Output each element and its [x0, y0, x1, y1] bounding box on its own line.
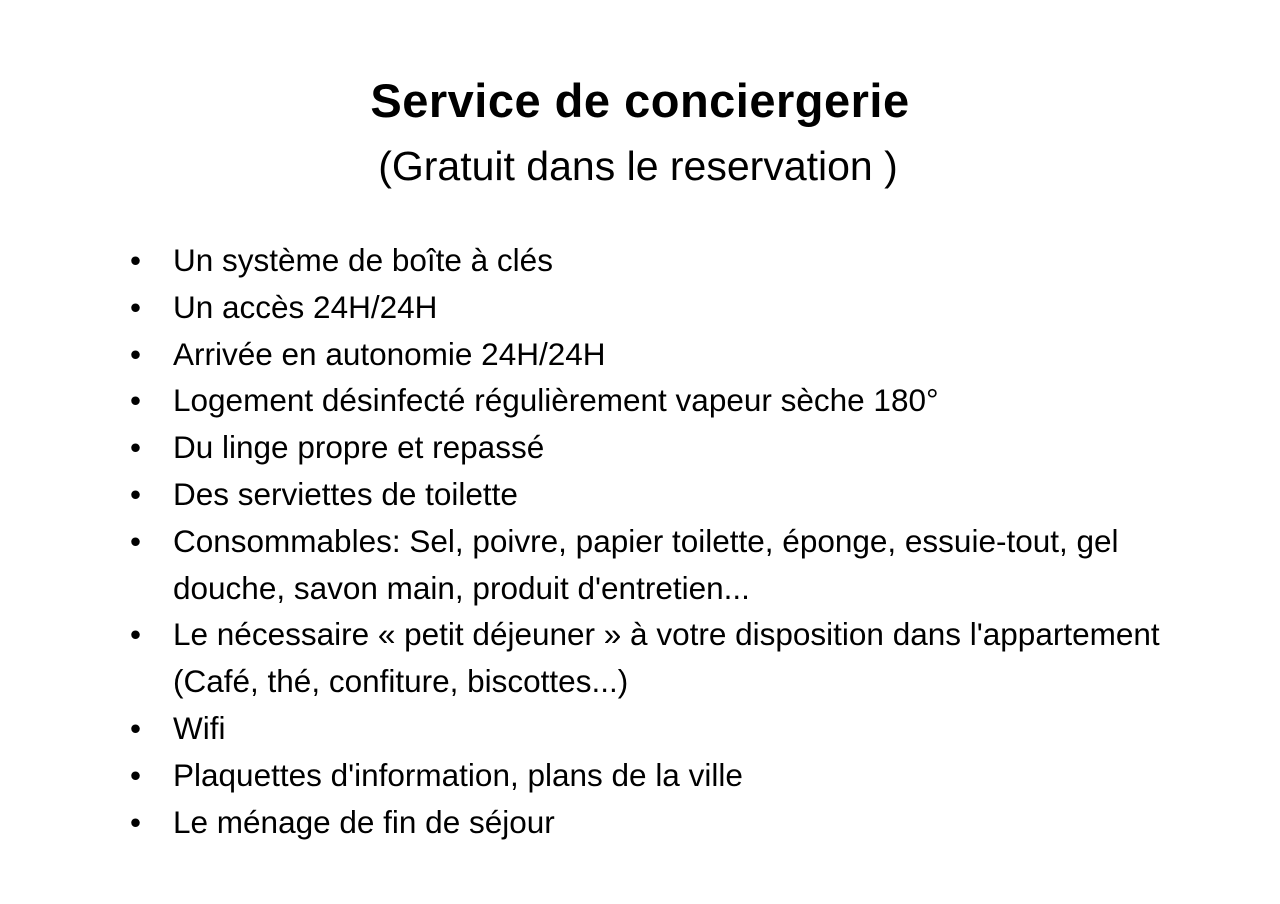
bullet-icon: •: [130, 756, 142, 793]
bullet-icon: •: [130, 616, 142, 653]
list-item-text: Le ménage de fin de séjour: [173, 803, 555, 840]
list-item-text: Arrivée en autonomie 24H/24H: [173, 335, 606, 372]
bullet-icon: •: [130, 335, 142, 372]
list-item-text: Plaquettes d'information, plans de la ville: [173, 756, 743, 793]
bullet-icon: •: [130, 288, 142, 325]
list-item-text: Du linge propre et repassé: [173, 429, 545, 466]
list-item-text: Wifi: [173, 709, 226, 746]
list-item-text: Des serviettes de toilette: [173, 475, 518, 512]
list-item-text: Un accès 24H/24H: [173, 288, 438, 325]
bullet-icon: •: [130, 382, 142, 419]
list-item-text: Consommables: Sel, poivre, papier toilette, éponge, essuie-tout, gel douche, savon main, produit d'entretien...: [173, 522, 1119, 606]
page-title: Service de conciergerie: [370, 74, 910, 127]
list-item: [128, 377, 1238, 424]
list-item: [128, 705, 1238, 752]
list-item: [128, 471, 1238, 518]
list-item: [128, 424, 1238, 471]
list-item: [128, 799, 1238, 846]
list-item: [128, 284, 1238, 331]
list-item-text: Le nécessaire « petit déjeuner » à votre disposition dans l'appartement (Café, thé, confiture, biscottes...): [173, 616, 1160, 700]
list-item: [128, 331, 1238, 378]
bullet-icon: •: [130, 475, 142, 512]
services-list: [128, 237, 1238, 845]
bullet-icon: •: [130, 709, 142, 746]
bullet-icon: •: [130, 429, 142, 466]
list-item: [128, 518, 1238, 612]
bullet-icon: •: [130, 803, 142, 840]
list-item: [128, 752, 1238, 799]
page-subtitle: (Gratuit dans le reservation ): [378, 143, 898, 189]
list-item-text: Un système de boîte à clés: [173, 242, 553, 278]
bullet-icon: •: [130, 522, 142, 559]
list-item: [128, 237, 1238, 284]
list-item-text: Logement désinfecté régulièrement vapeur sèche 180°: [173, 382, 939, 419]
bullet-icon: •: [130, 242, 142, 278]
list-item: [128, 611, 1238, 705]
